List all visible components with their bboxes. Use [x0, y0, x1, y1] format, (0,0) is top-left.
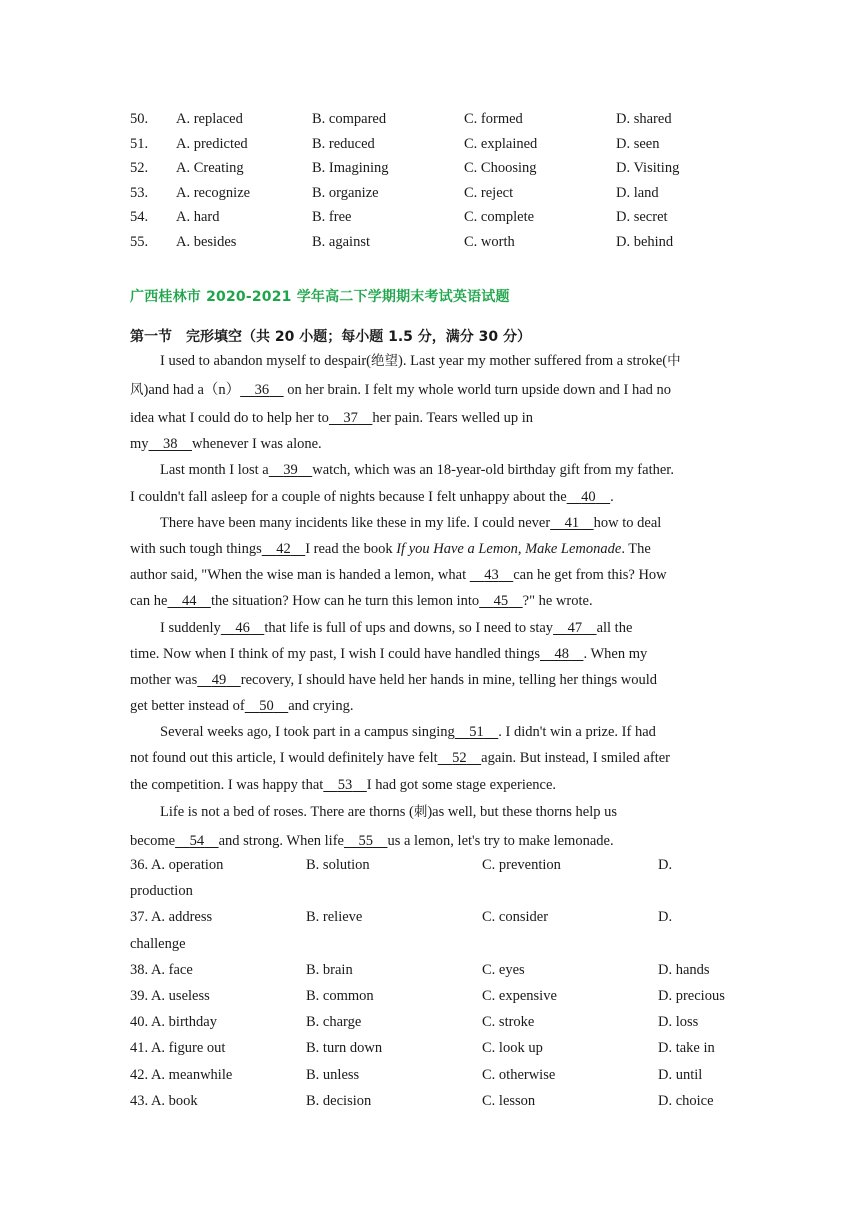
section-title: 广西桂林市 2020-2021 学年高二下学期期末考试英语试题	[130, 289, 510, 305]
option-b: B. turn down	[306, 1040, 383, 1057]
blank-53: 53	[337, 776, 353, 793]
passage-text: ,	[517, 540, 526, 557]
passage-text: Several weeks ago, I took part in a campus singing	[160, 724, 455, 741]
option-c: C. consider	[482, 909, 549, 926]
passage-line	[130, 798, 730, 827]
passage-text: ?" he wrote.	[522, 593, 593, 610]
blank-47: 47	[567, 619, 583, 636]
blank-48: 48	[554, 645, 569, 662]
option-number: 52.	[130, 160, 149, 176]
passage-text: recovery, I should have held her hands in mine, telling her things would	[240, 671, 657, 688]
option-c: C. look up	[482, 1040, 543, 1057]
option-d: D. behind	[616, 233, 674, 250]
option-d: D. choice	[658, 1092, 714, 1109]
option-a: 39. A. useless	[130, 987, 210, 1004]
question-row	[130, 1009, 750, 1035]
passage-text: . I didn't win a prize. If had	[498, 724, 656, 741]
option-b: B. common	[306, 987, 374, 1004]
passage-text: us a lemon, let's try to make lemonade.	[387, 832, 614, 849]
passage-chinese: 中	[667, 353, 681, 369]
option-d: D.	[658, 909, 673, 926]
option-b: B. free	[312, 209, 352, 225]
option-c: C. otherwise	[482, 1066, 556, 1083]
passage-text: with such tough things	[130, 540, 262, 557]
passage-text: ). Last year my mother suffered from a stroke(	[398, 353, 668, 369]
option-row	[130, 230, 750, 255]
blank-49: 49	[211, 671, 227, 688]
option-d: D. loss	[658, 1014, 699, 1031]
passage-text: I used to abandon myself to despair(	[160, 353, 372, 369]
question-row	[130, 852, 750, 878]
passage-line	[130, 376, 730, 405]
option-c: C. expensive	[482, 987, 557, 1004]
passage-text: Life is not a bed of roses. There are thorns (	[160, 803, 414, 820]
option-c: C. stroke	[482, 1014, 535, 1031]
passage-text: all the	[596, 619, 633, 636]
blank-52: 52	[452, 750, 467, 767]
passage-line	[130, 562, 730, 588]
blank-50: 50	[259, 698, 274, 715]
passage-text: the situation? How can he turn this lemon into	[210, 593, 480, 610]
passage-text: my	[130, 436, 149, 453]
option-c: C. reject	[464, 184, 514, 201]
option-row	[130, 156, 750, 181]
passage-text: )as well, but these thorns help us	[427, 803, 617, 820]
blank-36: 36	[254, 382, 270, 398]
option-b: B. solution	[306, 857, 370, 873]
passage-line	[130, 719, 730, 745]
option-number: 51.	[130, 135, 149, 152]
passage-text: not found out this article, I would definitely have felt	[130, 750, 438, 767]
option-a: A. recognize	[176, 184, 251, 201]
passage-text: I suddenly	[160, 619, 221, 636]
blank-42: 42	[276, 540, 291, 557]
passage-line	[130, 641, 730, 667]
option-number: 50.	[130, 111, 149, 127]
passage-text: become	[130, 832, 176, 849]
option-a: 43. A. book	[130, 1092, 198, 1109]
passage-line	[130, 667, 730, 693]
option-row	[130, 132, 750, 157]
option-a: A. predicted	[176, 135, 248, 152]
passage-text: )and had a（n）	[143, 382, 241, 398]
option-d: D. precious	[658, 987, 725, 1004]
blank-44: 44	[181, 593, 197, 610]
passage-chinese: 风	[130, 382, 144, 398]
option-c: C. explained	[464, 135, 538, 152]
blank-41: 41	[564, 514, 580, 531]
option-d: D.	[658, 857, 673, 873]
passage-chinese: 刺	[413, 803, 428, 820]
option-c: C. lesson	[482, 1092, 536, 1109]
option-b: B. unless	[306, 1066, 360, 1083]
passage-text: mother was	[130, 671, 198, 688]
passage-text: and crying.	[288, 698, 354, 715]
question-row-wrap	[130, 878, 750, 904]
option-d-wrapped: challenge	[130, 935, 186, 952]
book-title: If you Have a Lemon	[396, 540, 518, 557]
question-row	[130, 1035, 750, 1061]
passage-text: that life is full of ups and downs, so I need to stay	[264, 619, 554, 636]
option-b: B. brain	[306, 961, 353, 978]
blank-38: 38	[163, 436, 178, 453]
blank-45: 45	[493, 593, 509, 610]
option-b: B. reduced	[312, 135, 375, 152]
option-d: D. take in	[658, 1040, 715, 1057]
option-b: B. organize	[312, 184, 379, 201]
option-b: B. relieve	[306, 909, 363, 926]
passage-text: get better instead of	[130, 698, 245, 715]
blank-51: 51	[469, 724, 484, 741]
option-a: A. hard	[176, 209, 220, 225]
option-d: D. until	[658, 1066, 703, 1083]
option-d: D. land	[616, 184, 659, 201]
option-a: 42. A. meanwhile	[130, 1066, 233, 1083]
part-title: 第一节 完形填空（共 20 小题；每小题 1.5 分，满分 30 分）	[130, 329, 532, 345]
question-row	[130, 1088, 750, 1114]
option-a: A. Creating	[176, 160, 244, 176]
option-c: C. prevention	[482, 857, 561, 873]
options-table-top	[130, 107, 750, 254]
option-a: 40. A. birthday	[130, 1014, 217, 1031]
option-c: C. Choosing	[464, 160, 537, 176]
passage-text: Last month I lost a	[160, 462, 269, 479]
option-a: A. besides	[176, 233, 237, 250]
question-options-table	[130, 852, 750, 1114]
option-b: B. decision	[306, 1092, 372, 1109]
blank-39: 39	[283, 462, 298, 479]
passage-text: There have been many incidents like these in my life. I could never	[160, 514, 551, 531]
passage-text: I couldn't fall asleep for a couple of nights because I felt unhappy about the	[130, 488, 567, 505]
passage-line	[130, 347, 730, 376]
passage-text: can he get from this? How	[513, 567, 667, 584]
passage-chinese: 绝望	[371, 353, 399, 369]
passage-line	[130, 431, 730, 457]
passage-line	[130, 772, 730, 798]
passage-line	[130, 693, 730, 719]
option-b: B. Imagining	[312, 160, 389, 176]
question-row	[130, 983, 750, 1009]
option-d-wrapped: production	[130, 883, 193, 900]
passage-text: how to deal	[593, 514, 662, 531]
passage-text: . The	[621, 540, 651, 557]
option-d: D. secret	[616, 209, 668, 225]
option-d: D. seen	[616, 135, 660, 152]
passage-text: whenever I was alone.	[192, 436, 322, 453]
option-c: C. formed	[464, 111, 523, 127]
passage-text: . When my	[583, 645, 648, 662]
option-a: 38. A. face	[130, 961, 193, 978]
option-a: 41. A. figure out	[130, 1040, 226, 1057]
question-row	[130, 957, 750, 983]
blank-37: 37	[343, 410, 358, 426]
blank-55: 55	[358, 832, 373, 849]
blank-54: 54	[189, 832, 205, 849]
option-d: D. shared	[616, 111, 672, 127]
passage-text: on her brain. I felt my whole world turn upside down and I had no	[283, 382, 672, 398]
passage-text: and strong. When life	[218, 832, 344, 849]
question-row	[130, 904, 750, 930]
passage-line	[130, 588, 730, 614]
passage-text: I read the book	[305, 540, 397, 557]
option-row	[130, 181, 750, 206]
option-c: C. eyes	[482, 961, 525, 978]
passage-text: again. But instead, I smiled after	[481, 750, 671, 767]
question-row-wrap	[130, 931, 750, 957]
passage-text: I had got some stage experience.	[366, 776, 557, 793]
passage-text: time. Now when I think of my past, I wish I could have handled things	[130, 645, 540, 662]
option-a: 36. A. operation	[130, 857, 224, 873]
passage-text: her pain. Tears welled up in	[372, 410, 534, 426]
passage-line	[130, 615, 730, 641]
passage-line	[130, 536, 730, 562]
option-c: C. complete	[464, 209, 535, 225]
passage-text: author said, "When the wise man is handed a lemon, what	[130, 567, 470, 584]
option-b: B. against	[312, 233, 370, 250]
option-b: B. charge	[306, 1014, 362, 1031]
option-c: C. worth	[464, 233, 515, 250]
blank-46: 46	[235, 619, 250, 636]
question-row	[130, 1062, 750, 1088]
option-b: B. compared	[312, 111, 387, 127]
passage-line	[130, 510, 730, 536]
option-d: D. hands	[658, 961, 710, 978]
passage-line	[130, 457, 730, 483]
option-number: 54.	[130, 209, 149, 225]
passage-line	[130, 745, 730, 771]
passage-text: can he	[130, 593, 168, 610]
blank-40: 40	[581, 488, 596, 505]
cloze-passage	[130, 347, 730, 856]
blank-43: 43	[484, 567, 499, 584]
book-title: Make Lemonade	[525, 540, 622, 557]
option-number: 53.	[130, 184, 149, 201]
passage-text: .	[610, 488, 614, 505]
option-row	[130, 107, 750, 132]
option-a: 37. A. address	[130, 909, 213, 926]
passage-text: the competition. I was happy that	[130, 776, 324, 793]
option-a: A. replaced	[176, 111, 243, 127]
option-d: D. Visiting	[616, 160, 680, 176]
passage-line	[130, 405, 730, 431]
passage-text: watch, which was an 18-year-old birthday gift from my father.	[312, 462, 674, 479]
option-number: 55.	[130, 233, 149, 250]
passage-line	[130, 484, 730, 510]
passage-text: idea what I could do to help her to	[130, 410, 329, 426]
option-row	[130, 205, 750, 230]
